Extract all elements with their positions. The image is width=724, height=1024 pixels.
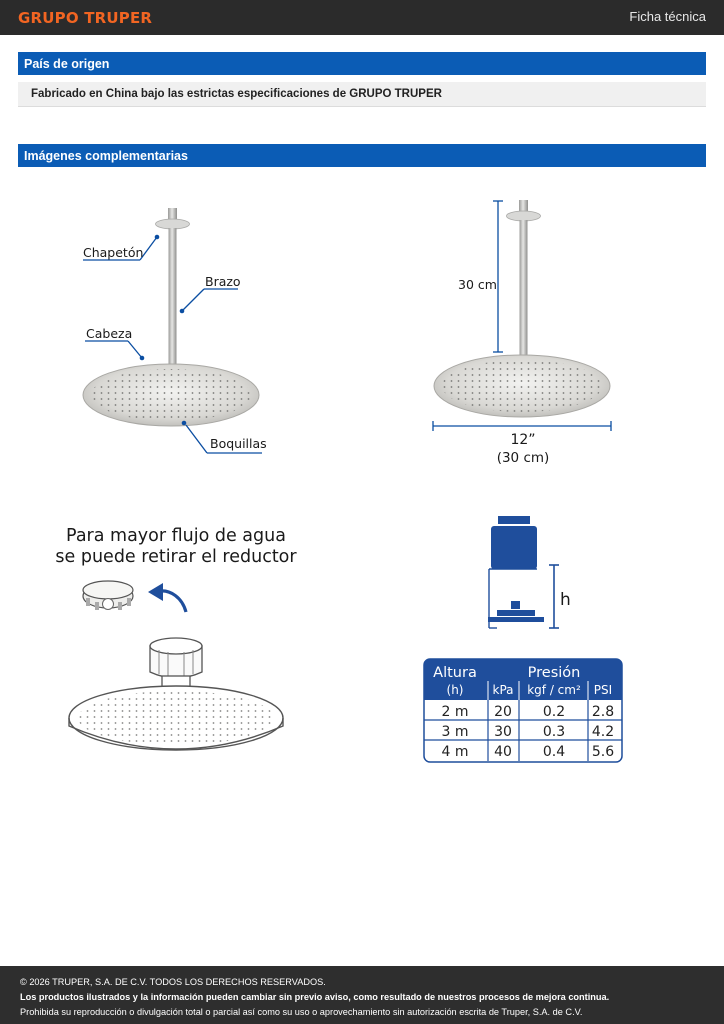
origin-text: Fabricado en China bajo las estrictas especificaciones de GRUPO TRUPER (18, 82, 706, 107)
svg-text:2.8: 2.8 (591, 704, 615, 720)
reducer-note-line2: se puede retirar el reductor (55, 547, 297, 567)
height-pressure-diagram (488, 516, 571, 628)
label-diameter-in: 12” (510, 432, 536, 448)
origin-section-header: País de origen (18, 52, 706, 75)
shower-parts-illustration (83, 208, 267, 453)
brand-logo: GRUPO TRUPER (18, 9, 153, 27)
nozzle-pattern (91, 369, 251, 421)
svg-text:2 m: 2 m (441, 704, 469, 720)
reducer-illustration (55, 526, 297, 750)
shower-dimensions-illustration (433, 200, 611, 466)
svg-text:4 m: 4 m (441, 744, 469, 760)
svg-text:3 m: 3 m (441, 724, 469, 740)
label-height-dim: 30 cm (458, 277, 497, 292)
label-cabeza: Cabeza (86, 326, 133, 341)
label-chapeton: Chapetón (83, 245, 144, 260)
footer-copyright: © 2026 TRUPER, S.A. DE C.V. TODOS LOS DERECHOS RESERVADOS. (20, 977, 326, 987)
arm-shape (169, 228, 177, 364)
th-col-psi: PSI (593, 683, 613, 697)
document-type-label: Ficha técnica (629, 9, 706, 24)
footer-legal: Prohibida su reproducción o divulgación total o parcial así como su uso o aprovechamiento sin autorización escrita de Truper, S.A. de C.V. (20, 1007, 583, 1017)
remove-arrow-icon (160, 591, 186, 612)
th-col-h: (h) (446, 683, 464, 697)
h-label: h (560, 590, 571, 610)
svg-text:30: 30 (494, 724, 512, 740)
svg-text:0.4: 0.4 (542, 744, 566, 760)
images-section-header: Imágenes complementarias (18, 144, 706, 167)
th-altura: Altura (433, 665, 477, 681)
th-col-kpa: kPa (492, 683, 514, 697)
svg-text:0.2: 0.2 (542, 704, 566, 720)
label-boquillas: Boquillas (210, 436, 267, 451)
svg-text:40: 40 (494, 744, 512, 760)
footer-notice: Los productos ilustrados y la información pueden cambiar sin previo aviso, como resultado de nuestros procesos de mejora continua. (20, 992, 610, 1002)
water-tank-icon (491, 526, 537, 569)
pressure-table (424, 659, 622, 762)
svg-text:4.2: 4.2 (591, 724, 615, 740)
th-presion: Presión (527, 665, 581, 681)
svg-text:5.6: 5.6 (591, 744, 615, 760)
footer (0, 966, 724, 1024)
label-brazo: Brazo (205, 274, 241, 289)
svg-text:0.3: 0.3 (542, 724, 566, 740)
reducer-note-line1: Para mayor flujo de agua (66, 526, 286, 546)
svg-text:20: 20 (494, 704, 512, 720)
shower-head-icon (488, 617, 544, 622)
th-col-kgf: kgf / cm² (527, 683, 581, 697)
label-diameter-cm: (30 cm) (496, 450, 550, 466)
chapeton-shape (156, 219, 190, 229)
